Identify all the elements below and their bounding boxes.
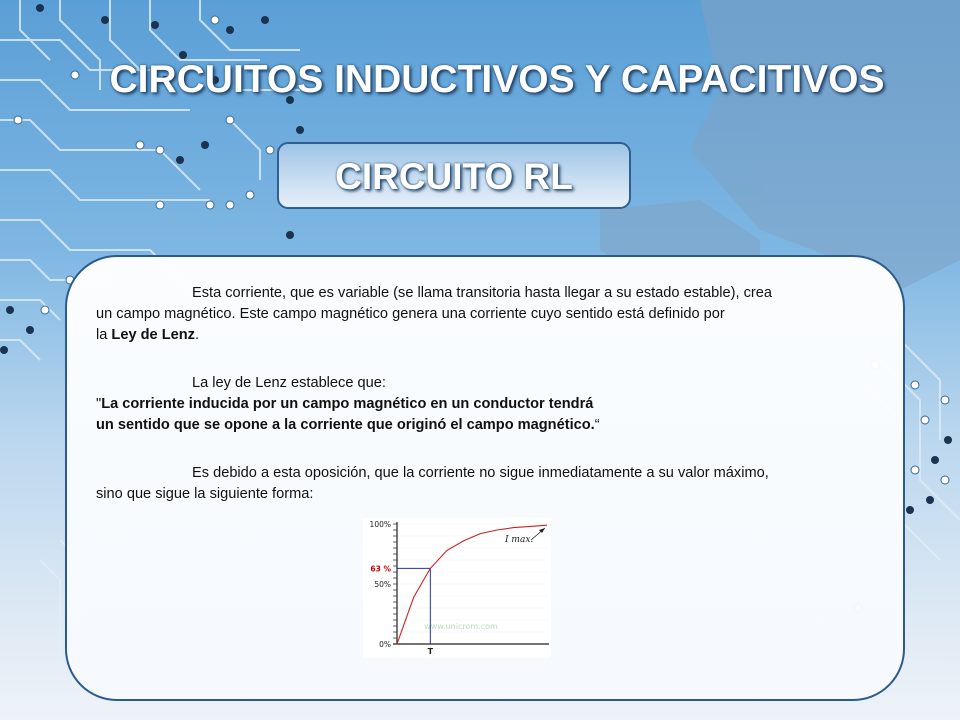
paragraph-1	[96, 283, 772, 346]
lenz-law-term: Ley de Lenz	[111, 327, 195, 343]
chart-ticks	[370, 520, 397, 649]
subtitle-box	[277, 142, 631, 209]
paragraph-2	[96, 373, 600, 436]
chart-watermark: www.unicrom.com	[424, 622, 498, 631]
p1-line-3	[96, 325, 772, 346]
lenz-law-statement-2: un sentido que se opone a la corriente que originó el campo magnético.	[96, 417, 595, 433]
slide-title: CIRCUITOS INDUCTIVOS Y CAPACITIVOS	[109, 58, 885, 101]
p3-line-1: Es debido a esta oposición, que la corriente no sigue inmediatamente a su valor máximo,	[192, 465, 769, 481]
y-tick-label: 50%	[374, 580, 391, 589]
x-tick-label: T	[427, 647, 434, 656]
p1-line-2: un campo magnético. Este campo magnético genera una corriente cuyo sentido está definido por	[96, 306, 725, 322]
p1-line-1: Esta corriente, que es variable (se llama transitoria hasta llegar a su estado estable), crea	[192, 285, 772, 301]
quote-open: "	[96, 396, 102, 412]
p2-line-2	[96, 394, 600, 415]
rl-current-chart	[363, 518, 551, 658]
chart-svg	[363, 518, 551, 658]
p2-line-3	[96, 415, 600, 436]
p1-line-3-suffix: .	[194, 327, 200, 343]
quote-close: “	[594, 417, 600, 433]
lenz-law-statement-1: La corriente inducida por un campo magnético en un conductor tendrá	[101, 396, 594, 412]
y-tick-label: 0%	[379, 640, 391, 649]
p2-line-1: La ley de Lenz establece que:	[192, 375, 386, 391]
tau-marker	[397, 568, 434, 656]
y-tick-label: 100%	[369, 520, 391, 529]
p1-line-3-prefix: la	[96, 327, 112, 343]
paragraph-3	[96, 463, 769, 505]
p3-line-2: sino que sigue la siguiente forma:	[96, 486, 314, 502]
y-tick-label: 63 %	[370, 564, 391, 574]
imax-annotation: I max.	[505, 535, 534, 545]
slide-subtitle: CIRCUITO RL	[335, 156, 573, 197]
